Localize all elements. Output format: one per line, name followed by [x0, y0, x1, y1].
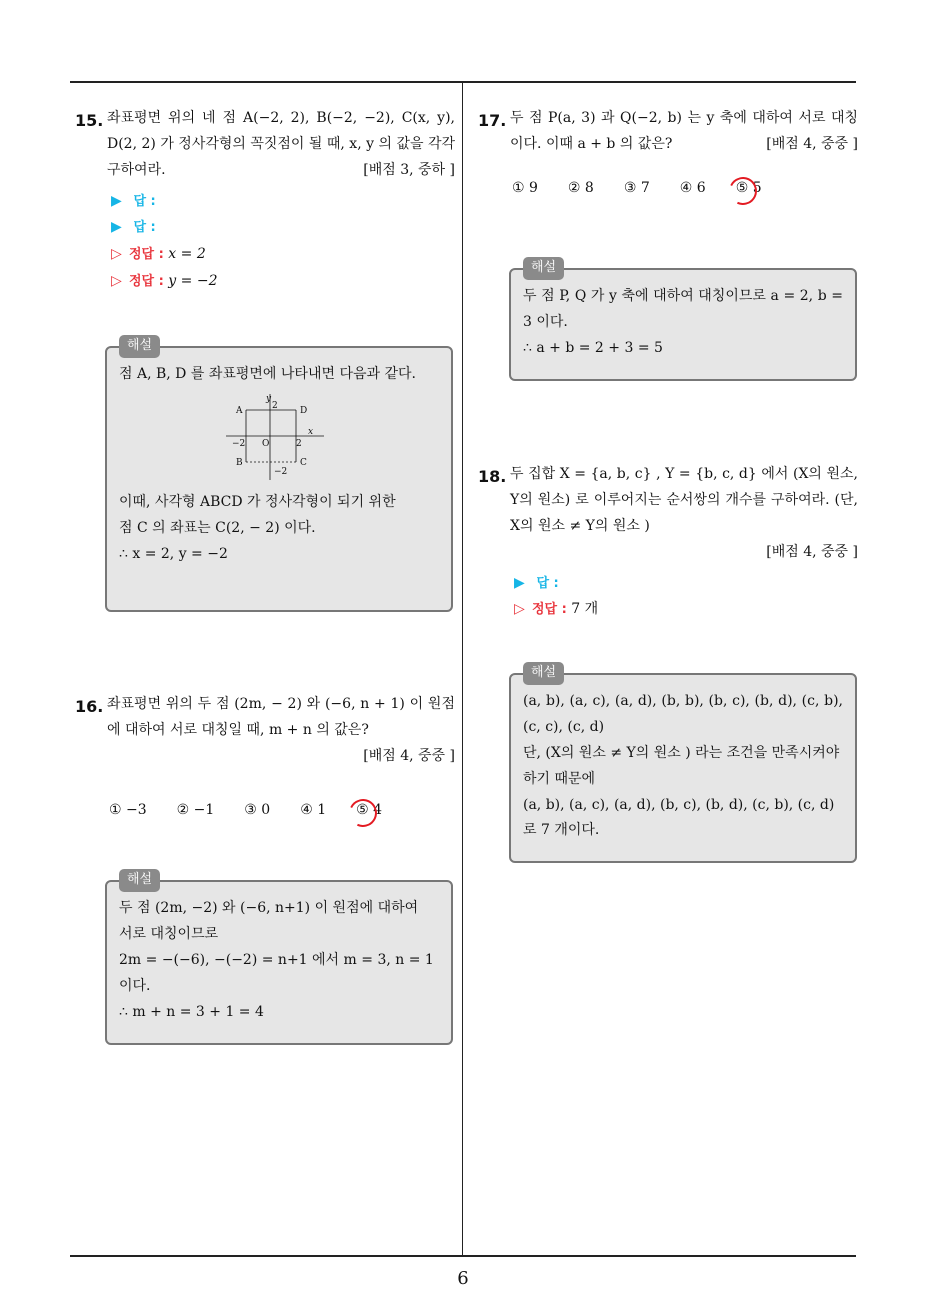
- choice-4[interactable]: ④ 1: [300, 801, 327, 818]
- page-number: 6: [457, 1268, 469, 1289]
- question-16-text: 좌표평면 위의 두 점 (2m, − 2) 와 (−6, n + 1) 이 원점에 대하여 서로 대칭일 때, m + n 의 값은?: [107, 696, 455, 738]
- question-16-points: [배점 4, 중중 ]: [363, 747, 455, 764]
- solution-box-18: [509, 665, 857, 863]
- solution-line: (a, b), (a, c), (a, d), (b, c), (b, d), (c, b), (c, d): [523, 796, 835, 813]
- solution-line: 2m = −(−6), −(−2) = n+1 에서 m = 3, n = 1: [119, 951, 434, 968]
- label-y: y: [266, 393, 272, 404]
- answer-label: 답 :: [536, 575, 559, 591]
- label-origin: O: [262, 438, 270, 449]
- question-15-text-block: [75, 106, 455, 184]
- choice-5-selected[interactable]: ⑤ 5: [736, 176, 762, 202]
- tick-x-minus2: −2: [232, 438, 246, 449]
- solution-line: 두 점 P, Q 가 y 축에 대하여 대칭이므로 a = 2, b = 3 이다.: [523, 288, 843, 330]
- answer-line-2: [111, 214, 455, 241]
- solution-box-16: [105, 872, 453, 1045]
- triangle-outline-icon: ▷: [514, 601, 525, 618]
- question-17-number: 17.: [478, 111, 507, 130]
- label-a: A: [236, 405, 243, 416]
- correct-label: 정답 :: [129, 273, 164, 289]
- label-x: x: [308, 426, 314, 437]
- play-icon: ▶: [111, 219, 122, 236]
- question-18-text: 두 집합 X = {a, b, c} , Y = {b, c, d} 에서 (X의 원소, Y의 원소) 로 이루어지는 순서쌍의 개수를 구하여라. (단, X의 원소 ≠ Y의 원소 ): [510, 466, 858, 534]
- correct-line-2: [111, 268, 455, 295]
- solution-line: 두 점 (2m, −2) 와 (−6, n+1) 이 원점에 대하여: [119, 900, 419, 916]
- question-18-answers: [478, 570, 858, 623]
- correct-value: y = −2: [168, 272, 218, 289]
- solution-line: ∴ x = 2, y = −2: [119, 545, 228, 562]
- answer-line-1: [111, 188, 455, 215]
- question-15-text: 좌표평면 위의 네 점 A(−2, 2), B(−2, −2), C(x, y), D(2, 2) 가 정사각형의 꼭짓점이 될 때, x, y 의 값을 각각 구하여라.: [107, 110, 455, 178]
- answer-label: 답 :: [133, 193, 156, 209]
- question-15-answers: [75, 188, 455, 295]
- question-17-choices: [478, 176, 858, 202]
- question-18-text-block: [478, 462, 858, 566]
- question-17-text: 두 점 P(a, 3) 과 Q(−2, b) 는 y 축에 대하여 서로 대칭이다. 이때 a + b 의 값은?: [510, 110, 858, 152]
- label-c: C: [300, 457, 307, 468]
- choice-3[interactable]: ③ 7: [623, 179, 650, 196]
- correct-line: [514, 596, 858, 623]
- question-18: [478, 462, 858, 623]
- choice-1[interactable]: ① −3: [109, 801, 147, 818]
- triangle-outline-icon: ▷: [111, 272, 122, 289]
- question-17-points: [배점 4, 중중 ]: [766, 135, 858, 152]
- question-15-points: [배점 3, 중하 ]: [363, 161, 455, 178]
- solution-tag: 해설: [119, 335, 160, 358]
- solution-line: 단, (X의 원소 ≠ Y의 원소 ) 라는 조건을 만족시켜야 하기 때문에: [523, 744, 840, 787]
- question-16-number: 16.: [75, 697, 104, 716]
- question-18-number: 18.: [478, 467, 507, 486]
- column-divider: [462, 83, 463, 1256]
- solution-line: ∴ m + n = 3 + 1 = 4: [119, 1003, 264, 1020]
- question-17: [478, 106, 858, 202]
- solution-line: 이다.: [119, 977, 151, 994]
- solution-line: (a, b), (a, c), (a, d), (b, b), (b, c), (b, d), (c, b), (c, c), (c, d): [523, 693, 843, 735]
- solution-tag: 해설: [119, 869, 160, 892]
- correct-line-1: [111, 241, 455, 268]
- answer-label: 답 :: [133, 220, 156, 236]
- solution-line: 서로 대칭이므로: [119, 925, 219, 942]
- choice-2[interactable]: ② 8: [567, 179, 594, 196]
- solution-tag: 해설: [523, 662, 564, 685]
- choice-5-selected[interactable]: ⑤ 4: [356, 798, 382, 824]
- question-15: [75, 106, 455, 294]
- answer-line: [514, 570, 858, 597]
- choice-2[interactable]: ② −1: [176, 801, 215, 818]
- solution-line: 점 C 의 좌표는 C(2, − 2) 이다.: [119, 519, 316, 536]
- question-18-points: [배점 4, 중중 ]: [766, 543, 858, 560]
- tick-x-2: 2: [296, 438, 302, 449]
- top-rule: [70, 81, 856, 83]
- choice-4[interactable]: ④ 6: [679, 179, 706, 196]
- question-15-number: 15.: [75, 111, 104, 130]
- question-16-text-block: [75, 692, 455, 770]
- label-d: D: [300, 405, 308, 416]
- correct-value: 7 개: [571, 601, 599, 618]
- question-17-text-block: [478, 106, 858, 158]
- solution-box-15: [105, 338, 453, 612]
- label-b: B: [236, 457, 243, 468]
- solution-line: 로 7 개이다.: [523, 822, 600, 839]
- choice-1[interactable]: ① 9: [512, 179, 538, 196]
- correct-value: x = 2: [168, 245, 206, 262]
- play-icon: ▶: [111, 192, 122, 209]
- question-16: [75, 692, 455, 824]
- play-icon: ▶: [514, 574, 525, 591]
- bottom-rule: [70, 1255, 856, 1257]
- coordinate-diagram: [224, 392, 334, 482]
- solution-line: 점 A, B, D 를 좌표평면에 나타내면 다음과 같다.: [119, 366, 416, 382]
- question-16-choices: [75, 798, 455, 824]
- choice-3[interactable]: ③ 0: [244, 801, 271, 818]
- solution-tag: 해설: [523, 257, 564, 280]
- tick-y-2: 2: [272, 400, 278, 411]
- solution-line: ∴ a + b = 2 + 3 = 5: [523, 339, 663, 356]
- tick-y-minus2: −2: [274, 466, 288, 477]
- correct-label: 정답 :: [129, 246, 164, 262]
- solution-line: 이때, 사각형 ABCD 가 정사각형이 되기 위한: [119, 493, 396, 510]
- triangle-outline-icon: ▷: [111, 245, 122, 262]
- correct-label: 정답 :: [532, 602, 567, 618]
- solution-box-17: [509, 260, 857, 381]
